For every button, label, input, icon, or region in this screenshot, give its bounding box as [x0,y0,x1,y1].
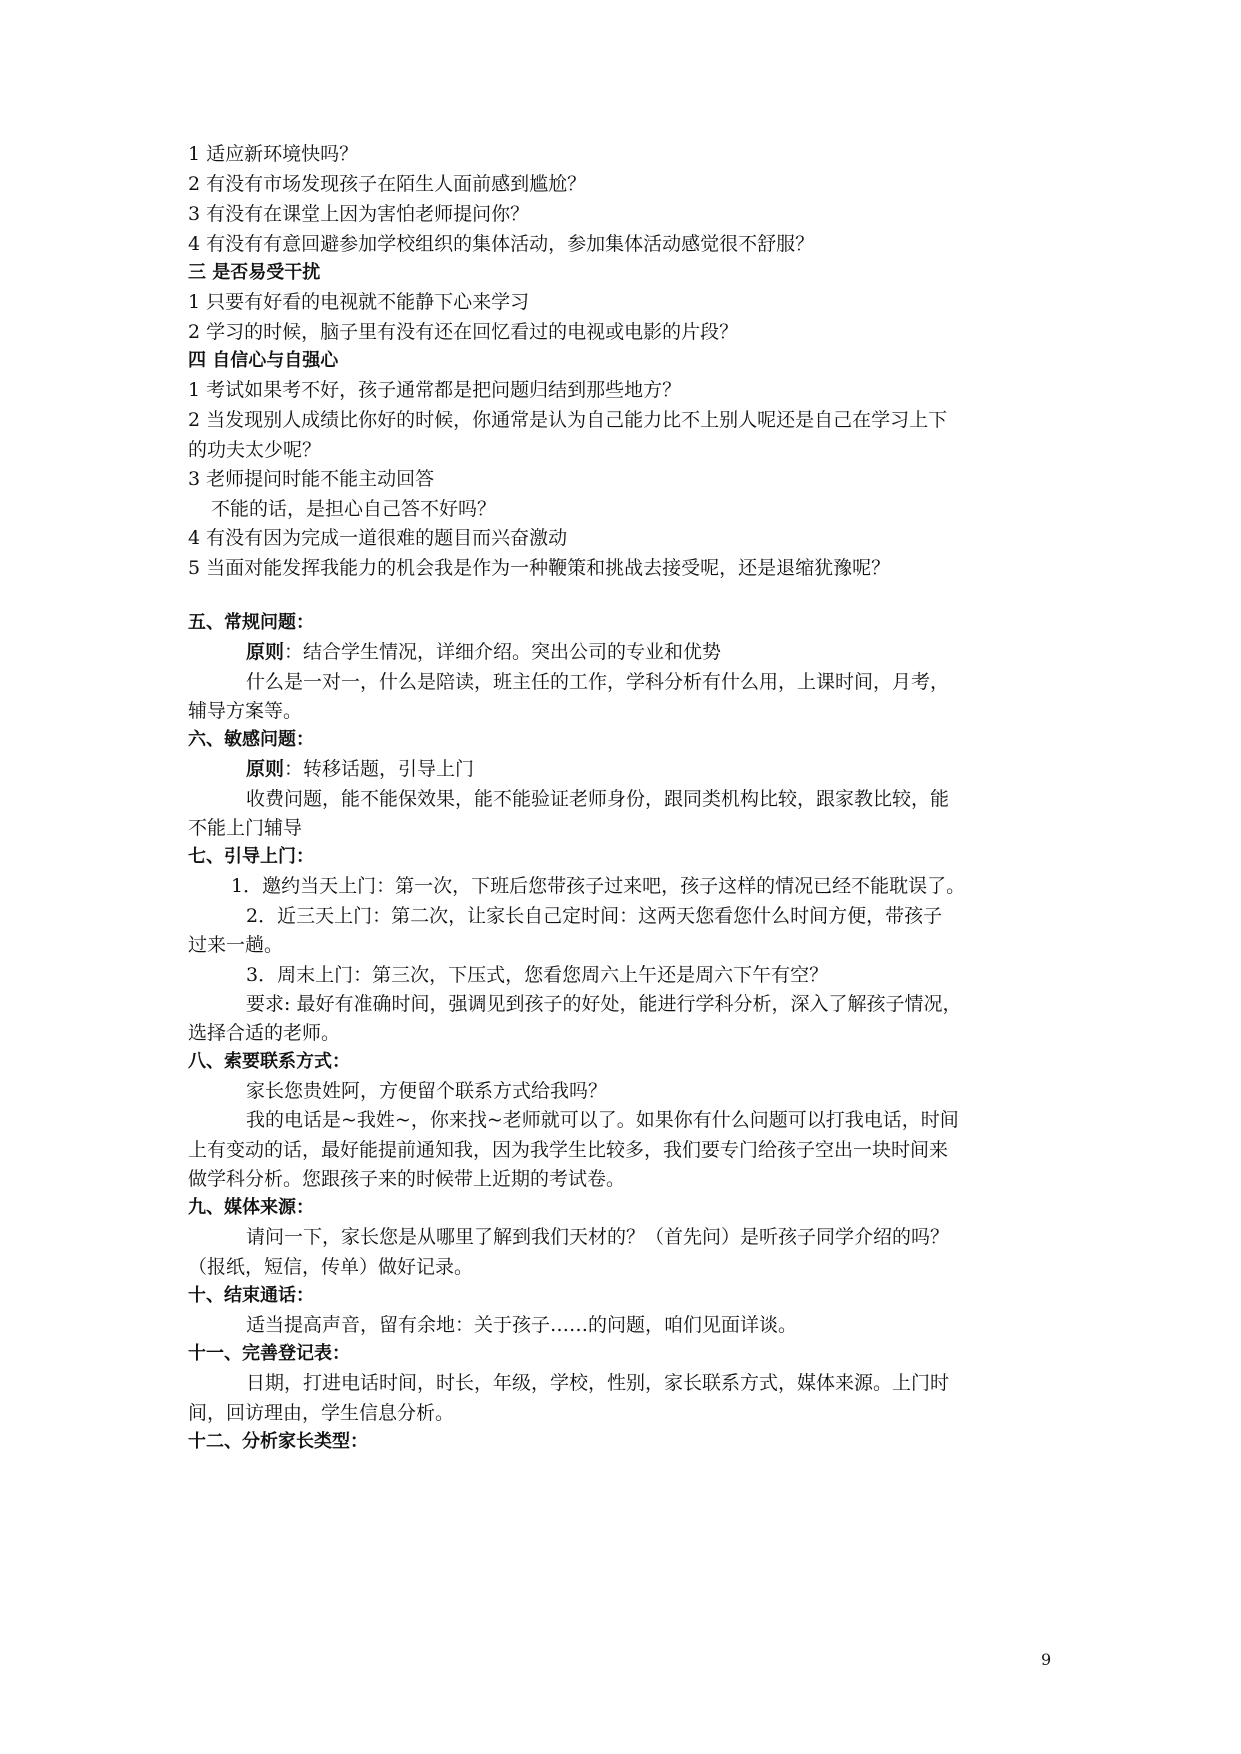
principle-text: ：转移话题，引导上门 [284,758,475,780]
list-item: 2 有没有市场发现孩子在陌生人面前感到尴尬？ [188,173,587,195]
section-heading: 七、引导上门： [188,846,314,867]
paragraph-line: 辅导方案等。 [188,700,303,722]
list-item: 1 只要有好看的电视就不能静下心来学习 [188,291,530,313]
paragraph-line: 不能上门辅导 [188,817,303,839]
paragraph-line: 日期，打进电话时间，时长，年级，学校，性别，家长联系方式，媒体来源。上门时 [246,1372,950,1394]
section-heading: 三 是否易受干扰 [188,262,321,283]
paragraph-line: 收费问题，能不能保效果，能不能验证老师身份，跟同类机构比较，跟家教比较，能 [246,788,950,810]
paragraph-line: 3．周末上门：第三次，下压式，您看您周六上午还是周六下午有空？ [246,964,829,986]
list-item: 4 有没有因为完成一道很难的题目而兴奋激动 [188,527,568,549]
list-item: 4 有没有有意回避参加学校组织的集体活动，参加集体活动感觉很不舒服？ [188,233,815,255]
paragraph-line: 我的电话是~我姓~，你来找~老师就可以了。如果你有什么问题可以打我电话，时间 [246,1109,959,1131]
list-item-continuation: 的功夫太少呢？ [188,439,322,461]
list-item: 2 当发现别人成绩比你好的时候，你通常是认为自己能力比不上别人呢还是自己在学习上下 [188,409,948,431]
paragraph-line: 请问一下，家长您是从哪里了解到我们天材的？（首先问）是听孩子同学介绍的吗？ [246,1226,950,1248]
list-item-continuation: 不能的话，是担心自己答不好吗？ [211,498,497,520]
paragraph-line: 适当提高声音，留有余地：关于孩子……的问题，咱们见面详谈。 [246,1314,798,1336]
principle-label: 原则 [246,758,285,780]
paragraph-line: 要求: 最好有准确时间，强调见到孩子的好处，能进行学科分析，深入了解孩子情况， [246,993,962,1015]
section-heading: 九、媒体来源： [188,1197,314,1218]
section-heading: 四 自信心与自强心 [188,350,339,371]
section-heading: 十、结束通话： [188,1285,314,1306]
section-heading: 五、常规问题： [188,612,314,633]
paragraph-line: 1．邀约当天上门：第一次，下班后您带孩子过来吧，孩子这样的情况已经不能耽误了。 [231,875,966,897]
list-item: 2 学习的时候，脑子里有没有还在回忆看过的电视或电影的片段？ [188,321,739,343]
principle-text: ：结合学生情况，详细介绍。突出公司的专业和优势 [284,641,722,663]
section-heading: 六、敏感问题： [188,729,314,750]
list-item: 1 适应新环境快吗？ [188,143,359,165]
paragraph-line: 间，回访理由，学生信息分析。 [188,1402,455,1424]
section-heading: 十二、分析家长类型： [188,1431,368,1452]
paragraph-line: 上有变动的话，最好能提前通知我，因为我学生比较多，我们要专门给孩子空出一块时间来 [188,1139,949,1161]
principle-line [246,757,474,781]
paragraph-line: 选择合适的老师。 [188,1022,341,1044]
paragraph-line: 家长您贵姓阿，方便留个联系方式给我吗？ [246,1080,608,1102]
principle-line [246,640,721,664]
paragraph-line: 做学科分析。您跟孩子来的时候带上近期的考试卷。 [188,1168,626,1190]
list-item: 3 有没有在课堂上因为害怕老师提问你？ [188,203,530,225]
section-heading: 十一、完善登记表： [188,1343,350,1364]
paragraph-line: （报纸，短信，传单）做好记录。 [188,1256,474,1278]
section-heading: 八、索要联系方式： [188,1051,350,1072]
list-item: 1 考试如果考不好，孩子通常都是把问题归结到那些地方？ [188,379,682,401]
page-number: 9 [1041,1650,1052,1669]
paragraph-line: 2．近三天上门：第二次，让家长自己定时间：这两天您看您什么时间方便，带孩子 [246,905,943,927]
list-item: 5 当面对能发挥我能力的机会我是作为一种鞭策和挑战去接受呢，还是退缩犹豫呢？ [188,557,891,579]
paragraph-line: 什么是一对一，什么是陪读，班主任的工作，学科分析有什么用，上课时间，月考， [246,671,950,693]
paragraph-line: 过来一趟。 [188,934,284,956]
list-item: 3 老师提问时能不能主动回答 [188,468,435,490]
principle-label: 原则 [246,641,285,663]
